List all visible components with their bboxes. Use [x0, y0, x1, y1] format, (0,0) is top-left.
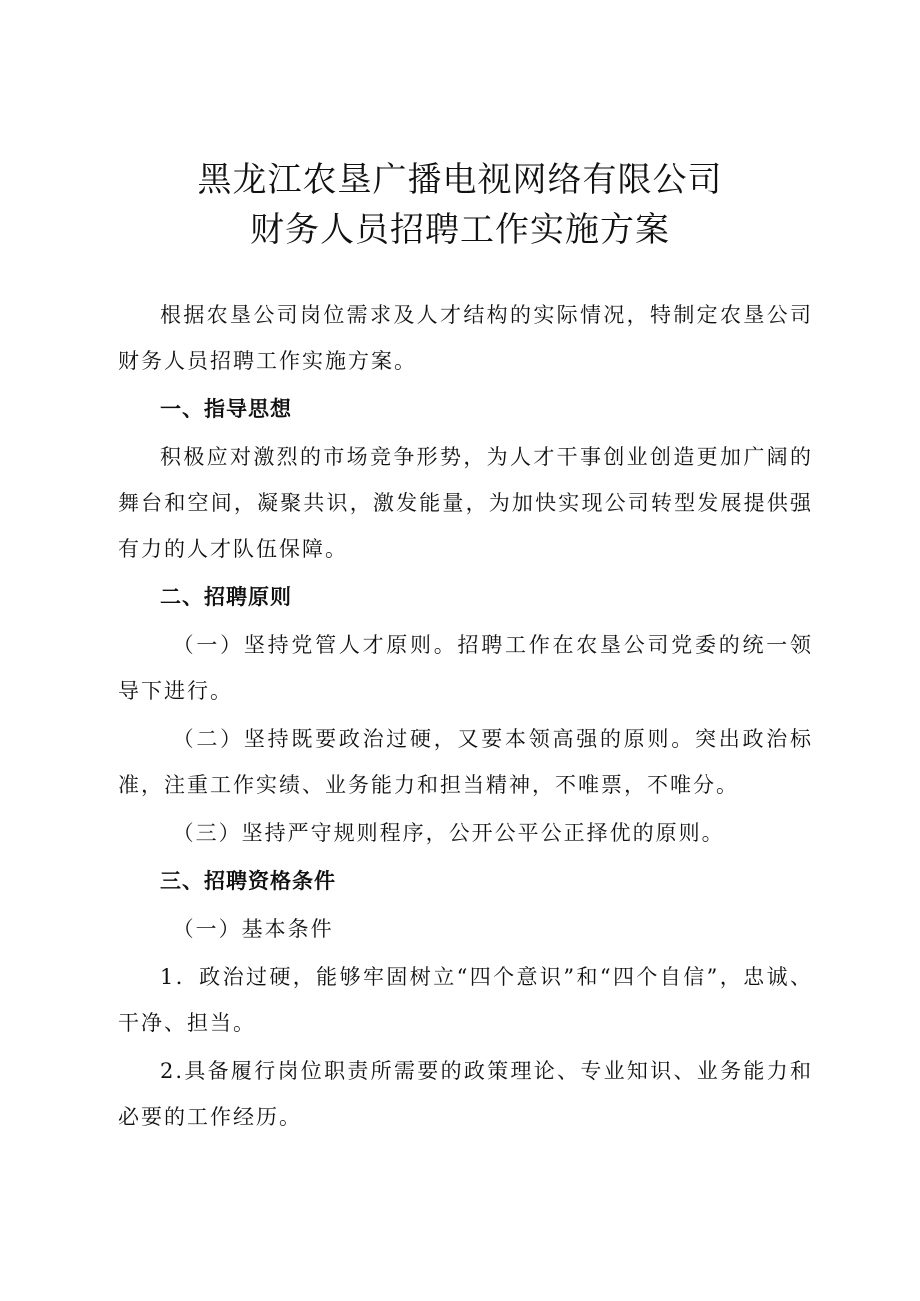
- principle-item-3: （三）坚持严守规则程序，公开公平公正择优的原则。: [172, 821, 725, 845]
- qualification-subheading-basic: （一）基本条件: [172, 917, 334, 941]
- document-body: [118, 292, 813, 1142]
- qualification-item-2: 2.具备履行岗位职责所需要的政策理论、专业知识、业务能力和必要的工作经历。: [118, 1059, 813, 1129]
- section-heading-guiding-ideology: 一、指导思想: [160, 397, 292, 421]
- section-heading-qualifications: 三、招聘资格条件: [160, 869, 336, 893]
- qualification-item-1: 1．政治过硬，能够牢固树立“四个意识”和“四个自信”，忠诚、干净、担当。: [118, 965, 813, 1035]
- section-heading-recruitment-principles: 二、招聘原则: [160, 585, 292, 609]
- principle-item-1: （一）坚持党管人才原则。招聘工作在农垦公司党委的统一领导下进行。: [118, 633, 813, 703]
- principle-item-2: （二）坚持既要政治过硬，又要本领高强的原则。突出政治标准，注重工作实绩、业务能力和担当精神，不唯票，不唯分。: [118, 727, 813, 797]
- guiding-ideology-paragraph: 积极应对激烈的市场竞争形势，为人才干事创业创造更加广阔的舞台和空间，凝聚共识，激发能量，为加快实现公司转型发展提供强有力的人才队伍保障。: [118, 445, 813, 561]
- intro-paragraph: 根据农垦公司岗位需求及人才结构的实际情况，特制定农垦公司财务人员招聘工作实施方案。: [118, 303, 813, 373]
- document-title-line-1: 黑龙江农垦广播电视网络有限公司: [197, 160, 723, 200]
- document-title-line-2: 财务人员招聘工作实施方案: [250, 210, 670, 250]
